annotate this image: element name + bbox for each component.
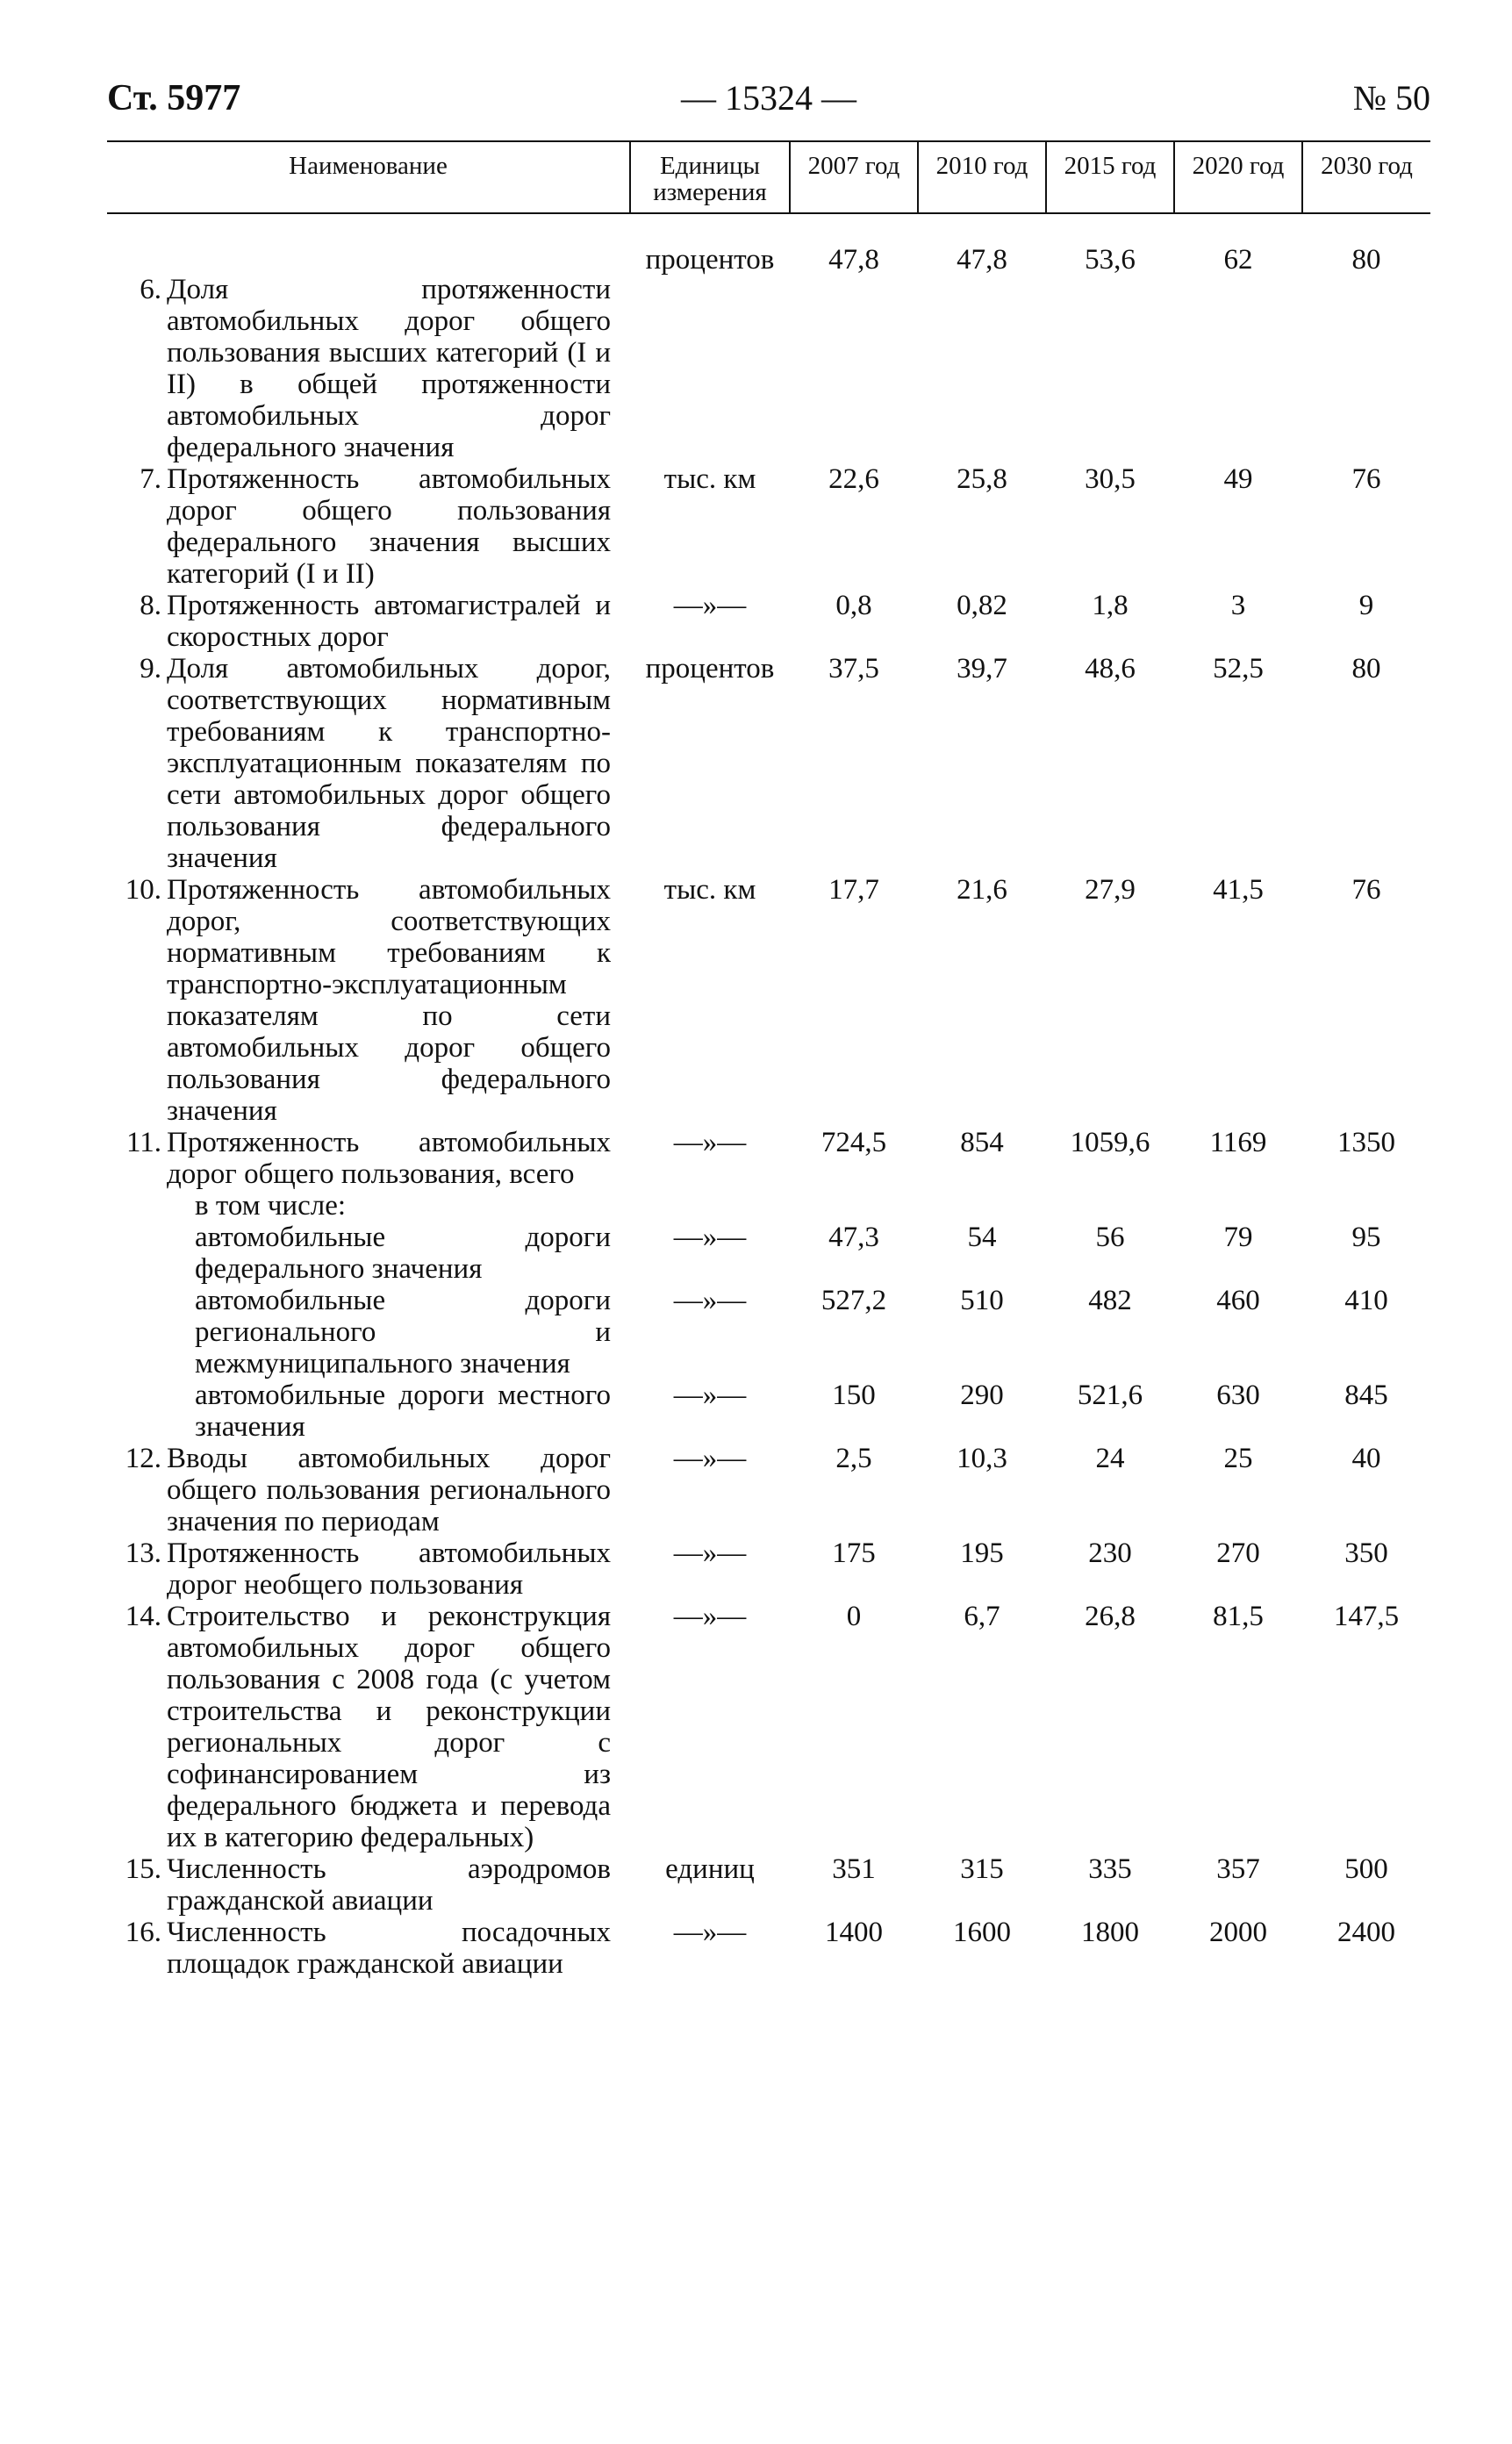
value-2030: 80 (1351, 653, 1381, 684)
row-name-cell (107, 1380, 630, 1443)
value-2020: 81,5 (1213, 1601, 1264, 1632)
row-number: 12. (125, 1443, 161, 1474)
value-2010: 54 (967, 1222, 997, 1253)
table-row (107, 1380, 1430, 1443)
row-name-cell (107, 1190, 630, 1222)
value-2020: 52,5 (1213, 653, 1264, 684)
issue-number: № 50 (1352, 78, 1430, 118)
value-2007: 1400 (825, 1917, 883, 1948)
row-name-cell (107, 590, 630, 653)
row-unit: тыс. км (663, 874, 756, 906)
value-2015: 26,8 (1085, 1601, 1136, 1632)
value-2020: 25 (1223, 1443, 1253, 1474)
value-2020: 630 (1216, 1380, 1260, 1411)
row-label: Протяженность автомагистралей и скоростных дорог (167, 590, 611, 653)
row-label: в том числе: (195, 1190, 347, 1222)
row-name-cell (107, 1601, 630, 1853)
row-number: 6. (140, 274, 161, 305)
value-2007: 0,8 (835, 590, 872, 621)
row-label: Протяженность автомобильных дорог необщего пользования (167, 1537, 611, 1601)
table-row (107, 1601, 1430, 1853)
value-2007: 527,2 (820, 1285, 887, 1316)
row-number (107, 1190, 167, 1222)
value-2015: 24 (1095, 1443, 1125, 1474)
indicators-table (107, 140, 1430, 1980)
row-number (107, 1285, 167, 1380)
value-2010: 10,3 (957, 1443, 1007, 1474)
table-row (107, 1222, 1430, 1285)
table-row (107, 1917, 1430, 1980)
value-2030: 2400 (1337, 1917, 1395, 1948)
row-name-cell (107, 653, 630, 874)
value-2010: 39,7 (957, 653, 1007, 684)
table-row (107, 1127, 1430, 1190)
row-unit: процентов (645, 244, 775, 276)
column-header-2020: 2020 год (1174, 141, 1302, 213)
value-2015: 56 (1095, 1222, 1125, 1253)
table-row (107, 874, 1430, 1127)
value-2010: 6,7 (964, 1601, 1000, 1632)
value-2007: 0 (846, 1601, 862, 1632)
value-2010: 21,6 (957, 874, 1007, 906)
table-body (107, 213, 1430, 1980)
column-header-unit: Единицы измерения (630, 141, 790, 213)
value-2007: 47,3 (828, 1222, 879, 1253)
value-2020 (1174, 1190, 1302, 1222)
value-2010: 195 (960, 1537, 1004, 1569)
row-unit: —»— (673, 1917, 747, 1948)
value-2007: 17,7 (828, 874, 879, 906)
row-name-cell (107, 874, 630, 1127)
row-name-cell (107, 1222, 630, 1285)
column-header-2010: 2010 год (918, 141, 1046, 213)
row-unit: —»— (673, 1443, 747, 1474)
value-2015: 1800 (1081, 1917, 1139, 1948)
row-unit: —»— (673, 1222, 747, 1253)
row-label: Численность аэродромов гражданской авиации (167, 1853, 611, 1917)
article-number: Ст. 5977 (107, 78, 241, 118)
value-2010: 1600 (953, 1917, 1011, 1948)
row-unit: —»— (673, 1380, 747, 1411)
row-name-cell (107, 1917, 630, 1980)
value-2020: 62 (1223, 244, 1253, 276)
value-2030: 350 (1344, 1537, 1388, 1569)
running-head (107, 70, 1430, 140)
value-2020: 2000 (1209, 1917, 1267, 1948)
value-2020: 3 (1230, 590, 1246, 621)
value-2015: 48,6 (1085, 653, 1136, 684)
value-2020: 270 (1216, 1537, 1260, 1569)
row-number: 8. (140, 590, 161, 621)
value-2020: 460 (1216, 1285, 1260, 1316)
value-2015 (1046, 1190, 1174, 1222)
row-number: 9. (140, 653, 161, 684)
column-header-2015: 2015 год (1046, 141, 1174, 213)
table-row (107, 1285, 1430, 1380)
table-row (107, 1190, 1430, 1222)
value-2030: 95 (1351, 1222, 1381, 1253)
value-2007: 150 (832, 1380, 876, 1411)
row-name-cell (107, 1537, 630, 1601)
value-2015: 1,8 (1092, 590, 1129, 621)
value-2010: 315 (960, 1853, 1004, 1885)
row-label: Протяженность автомобильных дорог общего пользования, всего (167, 1127, 611, 1190)
table-row (107, 1853, 1430, 1917)
value-2020: 79 (1223, 1222, 1253, 1253)
table-row (107, 1537, 1430, 1601)
value-2015: 27,9 (1085, 874, 1136, 906)
value-2030: 845 (1344, 1380, 1388, 1411)
value-2030 (1302, 1190, 1430, 1222)
value-2015: 482 (1088, 1285, 1132, 1316)
row-label: Строительство и реконструкция автомобильных дорог общего пользования с 2008 года (с учетом строительства и реконструкции региональных дорог с софинансированием из федерального бюджета и перевода их в категорию федеральных) (167, 1601, 611, 1853)
row-number: 14. (125, 1601, 161, 1632)
value-2015: 1059,6 (1070, 1127, 1150, 1158)
value-2020: 41,5 (1213, 874, 1264, 906)
row-unit: —»— (673, 1537, 747, 1569)
table-row (107, 1443, 1430, 1537)
value-2007: 47,8 (828, 244, 879, 276)
row-number: 7. (140, 463, 161, 495)
row-name-cell (107, 1285, 630, 1380)
value-2010: 0,82 (957, 590, 1007, 621)
value-2030: 40 (1351, 1443, 1381, 1474)
row-label: Доля протяженности автомобильных дорог общего пользования высших категорий (I и II) в общей протяженности автомобильных дорог федерального значения (167, 274, 611, 463)
value-2007: 351 (832, 1853, 876, 1885)
value-2030: 80 (1351, 244, 1381, 276)
row-unit: тыс. км (663, 463, 756, 495)
row-unit (630, 1190, 790, 1222)
value-2007: 37,5 (828, 653, 879, 684)
column-header-2030: 2030 год (1302, 141, 1430, 213)
value-2030: 410 (1344, 1285, 1388, 1316)
row-label: Вводы автомобильных дорог общего пользования регионального значения по периодам (167, 1443, 611, 1537)
value-2007: 22,6 (828, 463, 879, 495)
value-2010: 47,8 (957, 244, 1007, 276)
row-label: Протяженность автомобильных дорог общего пользования федерального значения высших категорий (I и II) (167, 463, 611, 590)
value-2030: 500 (1344, 1853, 1388, 1885)
row-number: 16. (125, 1917, 161, 1948)
value-2007: 175 (832, 1537, 876, 1569)
value-2007: 724,5 (820, 1127, 887, 1158)
row-unit: единиц (665, 1853, 755, 1885)
value-2015: 335 (1088, 1853, 1132, 1885)
value-2010: 510 (960, 1285, 1004, 1316)
value-2010: 854 (960, 1127, 1004, 1158)
row-number: 15. (125, 1853, 161, 1885)
row-label: Доля автомобильных дорог, соответствующих нормативным требованиям к транспортно-эксплуатационным показателям по сети автомобильных дорог общего пользования федерального значения (167, 653, 611, 874)
table-header-row (107, 141, 1430, 213)
value-2020: 1169 (1209, 1127, 1267, 1158)
row-number: 10. (125, 874, 161, 906)
row-unit: —»— (673, 1601, 747, 1632)
row-number: 13. (125, 1537, 161, 1569)
column-header-name: Наименование (107, 141, 630, 213)
column-header-2007: 2007 год (790, 141, 918, 213)
value-2020: 49 (1223, 463, 1253, 495)
row-label: автомобильные дороги местного значения (195, 1380, 611, 1443)
row-label: Численность посадочных площадок гражданской авиации (167, 1917, 611, 1980)
row-name-cell (107, 1127, 630, 1190)
value-2015: 521,6 (1077, 1380, 1143, 1411)
row-unit: —»— (673, 590, 747, 621)
row-number (107, 1222, 167, 1285)
row-name-cell (107, 213, 630, 463)
value-2010: 25,8 (957, 463, 1007, 495)
row-label: автомобильные дороги федерального значения (195, 1222, 611, 1285)
row-label: Протяженность автомобильных дорог, соответствующих нормативным требованиям к транспортно-эксплуатационным показателям по сети автомобильных дорог общего пользования федерального значения (167, 874, 611, 1127)
value-2030: 76 (1351, 874, 1381, 906)
table-row (107, 590, 1430, 653)
row-name-cell (107, 1443, 630, 1537)
row-number (107, 1380, 167, 1443)
value-2007 (790, 1190, 918, 1222)
value-2010 (918, 1190, 1046, 1222)
row-label: автомобильные дороги регионального и межмуниципального значения (195, 1285, 611, 1380)
row-number: 11. (125, 1127, 161, 1158)
row-unit: —»— (673, 1285, 747, 1316)
value-2020: 357 (1216, 1853, 1260, 1885)
value-2015: 53,6 (1085, 244, 1136, 276)
row-unit: процентов (645, 653, 775, 684)
value-2030: 76 (1351, 463, 1381, 495)
value-2007: 2,5 (835, 1443, 872, 1474)
value-2030: 9 (1358, 590, 1374, 621)
page-number: — 15324 — (681, 78, 856, 118)
value-2015: 230 (1088, 1537, 1132, 1569)
value-2030: 147,5 (1333, 1601, 1400, 1632)
row-name-cell (107, 1853, 630, 1917)
value-2015: 30,5 (1085, 463, 1136, 495)
row-name-cell (107, 463, 630, 590)
value-2010: 290 (960, 1380, 1004, 1411)
document-page (107, 70, 1430, 1980)
table-row (107, 213, 1430, 463)
value-2030: 1350 (1337, 1127, 1395, 1158)
table-row (107, 463, 1430, 590)
row-unit: —»— (673, 1127, 747, 1158)
table-row (107, 653, 1430, 874)
